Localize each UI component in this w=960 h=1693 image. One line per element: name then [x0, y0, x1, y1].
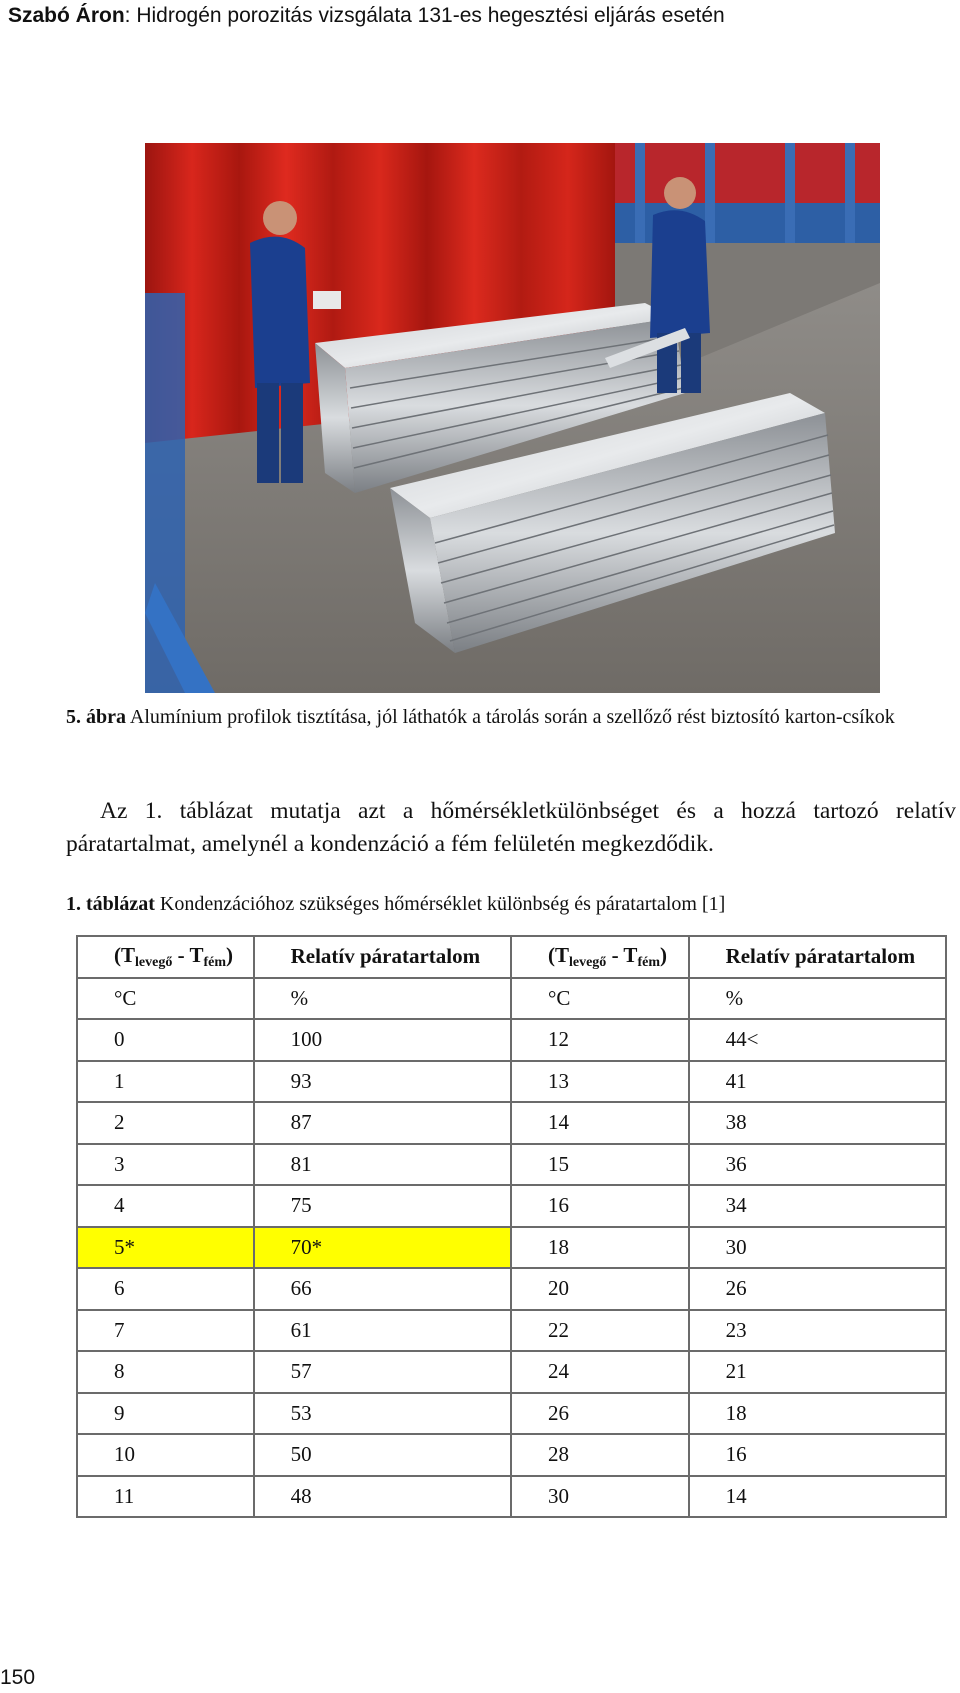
table-cell: 3 [77, 1144, 254, 1186]
page-number: 150 [0, 1666, 36, 1689]
unit-cell: °C [511, 978, 689, 1020]
table-cell: 30 [511, 1476, 689, 1518]
running-header [8, 4, 725, 28]
table-row [77, 1393, 946, 1435]
table-cell: 61 [254, 1310, 511, 1352]
figure-caption-text: Alumínium profilok tisztítása, jól láthatók a tárolás során a szellőző rést biztosító karton-csíkok [126, 706, 895, 728]
table-cell: 10 [77, 1434, 254, 1476]
header-author: Szabó Áron [8, 4, 125, 27]
table-cell: 38 [689, 1102, 946, 1144]
table-row [77, 1268, 946, 1310]
table-cell: 16 [511, 1185, 689, 1227]
table-cell: 21 [689, 1351, 946, 1393]
table-cell: 15 [511, 1144, 689, 1186]
table-caption-text: Kondenzációhoz szükséges hőmérséklet különbség és páratartalom [1] [154, 893, 726, 915]
table-cell: 20 [511, 1268, 689, 1310]
table-cell: 30 [689, 1227, 946, 1269]
table-header-row [77, 936, 946, 978]
table-cell: 26 [689, 1268, 946, 1310]
table-cell: 44< [689, 1019, 946, 1061]
table-cell: 36 [689, 1144, 946, 1186]
header-relative-humidity-2: Relatív páratartalom [689, 936, 946, 978]
highlighted-cell: 70* [254, 1227, 511, 1269]
table-row [77, 1476, 946, 1518]
table-cell: 13 [511, 1061, 689, 1103]
table-cell: 87 [254, 1102, 511, 1144]
table-cell: 1 [77, 1061, 254, 1103]
table-row [77, 1102, 946, 1144]
figure-caption [66, 704, 956, 731]
table-cell: 28 [511, 1434, 689, 1476]
header-title: Hidrogén porozitás vizsgálata 131-es hegesztési eljárás esetén [130, 4, 725, 27]
table-cell: 18 [689, 1393, 946, 1435]
table-row [77, 1144, 946, 1186]
table-row [77, 1351, 946, 1393]
table-cell: 12 [511, 1019, 689, 1061]
table-cell: 24 [511, 1351, 689, 1393]
table-cell: 4 [77, 1185, 254, 1227]
table-row [77, 1061, 946, 1103]
table-cell: 18 [511, 1227, 689, 1269]
highlighted-cell: 5* [77, 1227, 254, 1269]
table-cell: 14 [689, 1476, 946, 1518]
table-cell: 8 [77, 1351, 254, 1393]
body-paragraph [66, 795, 956, 861]
table-cell: 2 [77, 1102, 254, 1144]
header-temp-diff-1: $(T_{levegő} - T_{fém})$ [77, 936, 254, 978]
unit-cell: % [254, 978, 511, 1020]
table-cell: 50 [254, 1434, 511, 1476]
header-temp-diff-2: $(T_{levegő} - T_{fém})$ [511, 936, 689, 978]
unit-cell: % [689, 978, 946, 1020]
table-cell: 26 [511, 1393, 689, 1435]
header-relative-humidity-1: Relatív páratartalom [254, 936, 511, 978]
table-caption [66, 893, 725, 916]
table-cell: 41 [689, 1061, 946, 1103]
table-row [77, 1019, 946, 1061]
table-cell: 14 [511, 1102, 689, 1144]
aluminium-profiles-photo [145, 143, 880, 693]
table-row [77, 1185, 946, 1227]
table-row [77, 1310, 946, 1352]
table-caption-label: 1. táblázat [66, 893, 155, 915]
table-units-row [77, 978, 946, 1020]
table-cell: 7 [77, 1310, 254, 1352]
figure-caption-label: 5. ábra [66, 706, 126, 728]
table-cell: 23 [689, 1310, 946, 1352]
table-cell: 34 [689, 1185, 946, 1227]
table-row-highlighted [77, 1227, 946, 1269]
table-cell: 75 [254, 1185, 511, 1227]
body-paragraph-text: Az 1. táblázat mutatja azt a hőmérsékletkülönbséget és a hozzá tartozó relatív páratartalmat, amelynél a kondenzáció a fém felületén megkezdődik. [66, 798, 956, 857]
table-cell: 100 [254, 1019, 511, 1061]
table-cell: 0 [77, 1019, 254, 1061]
table-cell: 48 [254, 1476, 511, 1518]
table-cell: 11 [77, 1476, 254, 1518]
table-cell: 16 [689, 1434, 946, 1476]
condensation-table [76, 935, 947, 1518]
unit-cell: °C [77, 978, 254, 1020]
table-cell: 66 [254, 1268, 511, 1310]
table-cell: 81 [254, 1144, 511, 1186]
table-row [77, 1434, 946, 1476]
table-cell: 6 [77, 1268, 254, 1310]
table-cell: 53 [254, 1393, 511, 1435]
table-cell: 93 [254, 1061, 511, 1103]
table-cell: 9 [77, 1393, 254, 1435]
table-cell: 57 [254, 1351, 511, 1393]
header-separator: : [124, 4, 131, 27]
table-cell: 22 [511, 1310, 689, 1352]
